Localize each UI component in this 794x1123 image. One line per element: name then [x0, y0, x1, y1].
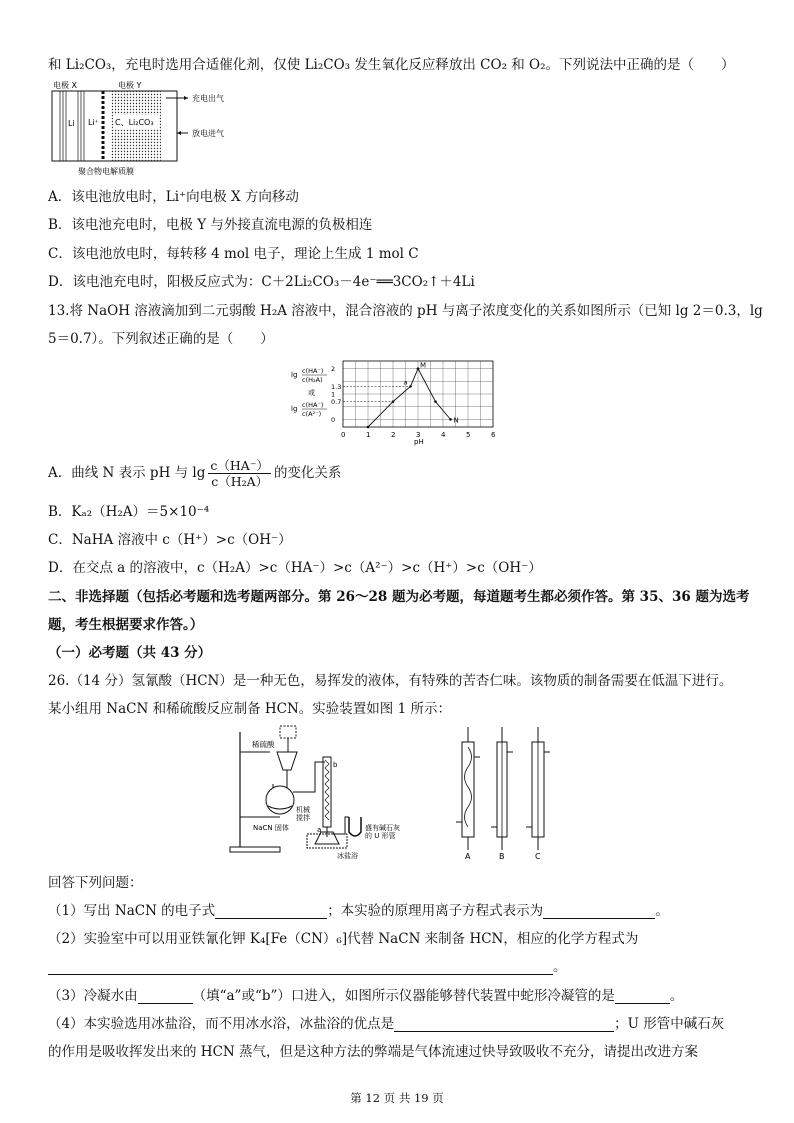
x-tick-label: 3 — [416, 431, 421, 439]
q26-part4-a: （4）本实验选用冰盐浴，而不用冰水浴，冰盐浴的优点是 — [48, 1016, 395, 1032]
q26-part2-line2 — [48, 955, 567, 975]
ylabel-top-num: c(HA⁻) — [302, 367, 324, 375]
q13-chart — [285, 355, 515, 450]
answer-blank-1[interactable] — [215, 905, 327, 919]
series-point-N — [449, 418, 452, 421]
condenser-a-label: A — [465, 852, 471, 861]
series-point-N — [417, 367, 420, 370]
ylabel-bottom-num: c(HA⁻) — [302, 401, 324, 409]
nacn-label: NaCN 固体 — [253, 824, 289, 832]
x-tick-label: 5 — [466, 431, 471, 439]
q26-part3 — [48, 984, 683, 1004]
ylabel-top-den: c(H₂A) — [302, 376, 323, 384]
q12-option-c: C．该电池放电时，每转移 4 mol 电子，理论上生成 1 mol C — [48, 246, 419, 262]
q26-part1-end: 。 — [655, 903, 669, 919]
q26-part3-end: 。 — [669, 988, 684, 1004]
battery-figure — [48, 78, 228, 178]
q26-line1: 26.（14 分）氢氰酸（HCN）是一种无色，易挥发的液体，有特殊的苦杏仁味。该物质的制备需要在低温下进行。 — [48, 673, 733, 689]
q13-stem-line2: 5＝0.7）。下列叙述正确的是（ ） — [48, 331, 274, 347]
q26-part4-b: ；U 形管中碱石灰 — [614, 1016, 725, 1032]
q13-option-a-den: c（H₂A） — [211, 474, 269, 489]
section2-subheading: （一）必考题（共 43 分） — [48, 645, 212, 661]
q13-option-b: B．Kₐ₂（H₂A）＝5×10⁻⁴ — [48, 504, 210, 520]
condensers-figure — [450, 722, 560, 862]
condenser-b-label: B — [499, 852, 505, 861]
membrane-label: 聚合物电解质膜 — [78, 167, 134, 176]
q26-part4 — [48, 1012, 724, 1032]
ylabel-lg-top: lg — [291, 371, 298, 379]
q12-option-a: A．该电池放电时，Li⁺向电极 X 方向移动 — [48, 189, 299, 205]
x-tick-label: 2 — [391, 431, 396, 439]
discharge-in-label: 放电进气 — [192, 129, 224, 138]
apparatus-figure — [225, 722, 405, 862]
q26-line2: 某小组用 NaCN 和稀硫酸反应制备 HCN。实验装置如图 1 所示： — [48, 701, 451, 717]
utube-label-1: 盛有碱石灰 — [365, 824, 400, 832]
electrode-x-label: 电极 X — [53, 81, 78, 90]
y-tick-label: 0 — [331, 415, 336, 424]
q13-option-a-fraction — [208, 458, 271, 489]
y-tick-label: 1.3 — [331, 382, 342, 391]
x-tick-label: 1 — [366, 431, 371, 439]
answer-blank-2[interactable] — [543, 905, 655, 919]
y-tick-label: 0.7 — [331, 398, 342, 407]
q13-option-a — [48, 458, 341, 489]
stirring-label-2: 搅拌 — [296, 814, 310, 822]
charge-out-label: 充电出气 — [192, 94, 224, 103]
answer-blank-6[interactable] — [394, 1018, 614, 1032]
q12-intro: 和 Li₂CO₃，充电时选用合适催化剂，仅使 Li₂CO₃ 发生氧化反应释放出 CO₂ 和 O₂。下列说法中正确的是（ ） — [48, 57, 735, 73]
y-tick-label: 1 — [331, 390, 336, 399]
q13-option-c: C．NaHA 溶液中 c（H⁺）>c（OH⁻） — [48, 532, 292, 548]
dilute-acid-label: 稀硫酸 — [252, 740, 275, 749]
series-point-M — [392, 400, 395, 403]
li-label: Li — [68, 119, 75, 128]
series-label-N: N — [453, 416, 459, 425]
x-tick-label: 0 — [341, 431, 346, 439]
q13-option-a-num: c（HA⁻） — [210, 458, 269, 473]
q26-part1-a: （1）写出 NaCN 的电子式 — [48, 903, 216, 919]
series-point-M — [409, 385, 412, 388]
stirring-label-1: 机械 — [296, 806, 310, 814]
y-tick-label: 2 — [331, 365, 336, 374]
q26-part2-end: 。 — [553, 959, 567, 975]
utube-label-2: 的 U 形管 — [365, 832, 396, 840]
q26-part1-b: ；本实验的原理用离子方程式表示为 — [327, 903, 544, 919]
series-point-N — [434, 400, 437, 403]
mark-b: b — [333, 761, 338, 769]
ylabel-or: 或 — [308, 389, 315, 397]
li-ion-label: Li⁺ — [88, 118, 99, 127]
cathode-label: C、Li₂CO₃ — [115, 118, 154, 127]
ice-salt-label: 冰盐浴 — [337, 852, 358, 860]
answer-blank-4[interactable] — [138, 990, 193, 1004]
electrode-y-label: 电极 Y — [118, 81, 142, 90]
ylabel-bottom-den: c(A²⁻) — [302, 410, 322, 418]
q26-part4-line2: 的作用是吸收挥发出来的 HCN 蒸气，但是这种方法的弊端是气体流速过快导致吸收不充分，请提出改进方案 — [48, 1044, 698, 1060]
q13-stem-line1: 13.将 NaOH 溶液滴加到二元弱酸 H₂A 溶液中，混合溶液的 pH 与离子浓度变化的关系如图所示（已知 lg 2＝0.3，lg — [48, 303, 763, 319]
page-footer: 第 12 页 共 19 页 — [350, 1091, 444, 1105]
q12-option-b: B．该电池充电时，电极 Y 与外接直流电源的负极相连 — [48, 217, 373, 233]
series-point-M — [367, 426, 370, 429]
q26-part1 — [48, 899, 669, 919]
condenser-c-label: C — [535, 852, 541, 861]
q26-part2: （2）实验室中可以用亚铁氰化钾 K₄[Fe（CN）₆]代替 NaCN 来制备 HCN，相应的化学方程式为 — [48, 931, 639, 947]
q26-part3-a: （3）冷凝水由 — [48, 988, 138, 1004]
q26-part3-b: （填“a”或“b”）口进入，如图所示仪器能够替代装置中蛇形冷凝管的是 — [192, 988, 615, 1004]
q13-option-a-prefix: A．曲线 N 表示 pH 与 lg — [48, 465, 206, 481]
section2-heading-line1: 二、非选择题（包括必考题和选考题两部分。第 26～28 题为必考题，每道题考生都必须作答。第 35、36 题为选考 — [48, 589, 750, 605]
answer-blank-5[interactable] — [615, 990, 670, 1004]
series-label-M: M — [420, 361, 427, 370]
x-tick-label: 4 — [441, 431, 446, 439]
x-tick-label: 6 — [491, 431, 496, 439]
x-axis-label: pH — [414, 438, 424, 446]
mark-a: a — [317, 826, 322, 834]
q13-option-d: D．在交点 a 的溶液中，c（H₂A）>c（HA⁻）>c（A²⁻）>c（H⁺）>c（OH⁻） — [48, 560, 542, 576]
q12-option-d: D．该电池充电时，阳极反应式为：C＋2Li₂CO₃－4e⁻══3CO₂↑＋4Li — [48, 274, 475, 290]
section2-heading-line2: 题，考生根据要求作答。） — [48, 617, 204, 633]
intersection-label: a — [403, 378, 408, 387]
q13-option-a-suffix: 的变化关系 — [273, 465, 342, 481]
answer-blank-3[interactable] — [48, 961, 553, 975]
q26-answer-prompt: 回答下列问题： — [48, 875, 143, 891]
ylabel-lg-bottom: lg — [291, 405, 298, 413]
